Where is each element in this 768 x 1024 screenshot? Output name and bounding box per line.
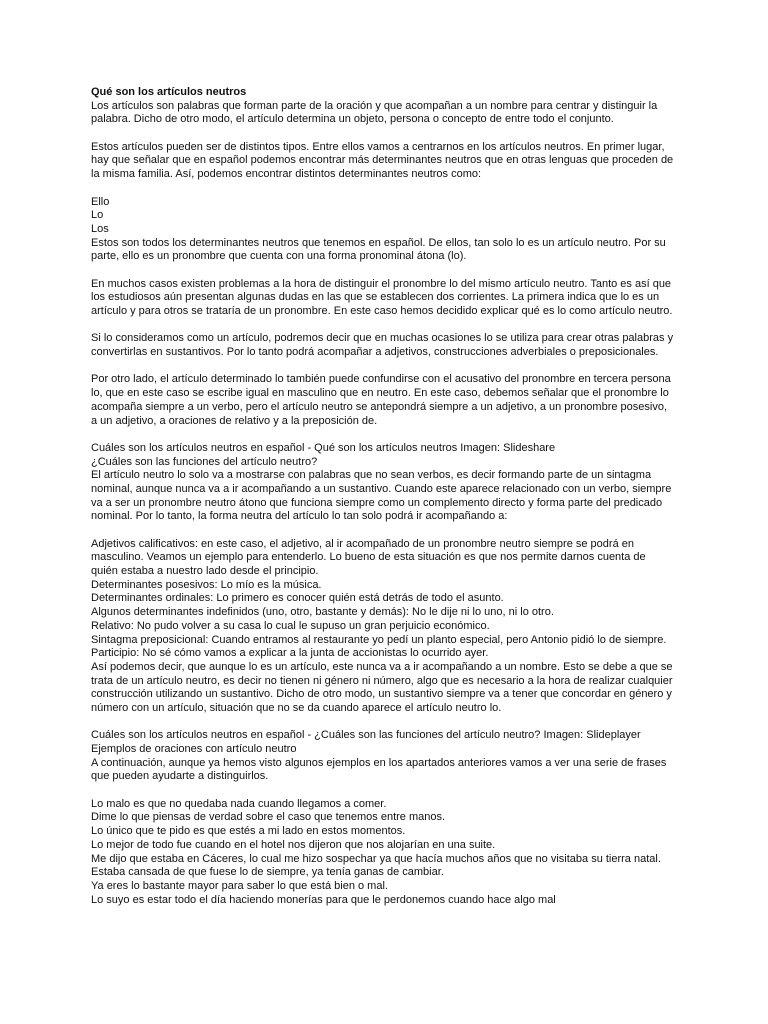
text-line: Cuáles son los artículos neutros en español - Qué son los artículos neutros Imagen: Slideshare xyxy=(91,441,556,454)
paragraph-gap xyxy=(91,182,681,196)
paragraph xyxy=(91,196,681,264)
text-line: acompaña siempre a un verbo, pero el artículo neutro se antepondrá siempre a un adjetivo, a un pronombre posesivo, xyxy=(91,400,668,413)
text-line: Los xyxy=(91,222,109,235)
paragraph xyxy=(91,729,681,784)
text-line: nominal. Por lo tanto, la forma neutra del artículo lo tan solo podrá ir acompañando a: xyxy=(91,510,508,523)
text-line: lo, que en este caso se escribe igual en masculino que en neutro. En este caso, debemos señalar que el pronombre lo xyxy=(91,387,669,400)
paragraph-gap xyxy=(91,524,681,538)
paragraph-gap xyxy=(91,428,681,442)
text-line: los estudiosos aún presentan algunas dudas en las que se establecen dos corrientes. La primera indica que lo es un xyxy=(91,291,660,304)
text-line: nominal, aunque nunca va a ir acompañando a un sustantivo. Cuando este aparece relacionado con un verbo, siempre xyxy=(91,482,672,495)
text-line: palabra. Dicho de otro modo, el artículo determina un objeto, persona o concepto de entre todo el conjunto. xyxy=(91,113,614,126)
text-line: que pueden ayudarte a distinguirlos. xyxy=(91,770,269,783)
text-line: artículo y para otros se trataría de un pronombre. En este caso hemos decidido explicar qué es lo como artículo neutro. xyxy=(91,305,673,317)
text-line: Determinantes ordinales: Lo primero es conocer quién está detrás de todo el asunto. xyxy=(91,592,504,605)
text-line: Lo suyo es estar todo el día haciendo monerías para que le perdonemos cuando hace algo mal xyxy=(91,893,556,906)
text-line: número con un artículo, situación que no se da cuando aparece el artículo neutro lo. xyxy=(91,701,502,714)
text-line: Estaba cansada de que fuese lo de siempre, ya tenía ganas de cambiar. xyxy=(91,866,444,879)
document-title: Qué son los artículos neutros xyxy=(91,86,247,98)
text-line: Lo único que te pido es que estés a mi lado en estos momentos. xyxy=(91,825,406,838)
text-line: parte, ello es un pronombre que cuenta con una forma pronominal átona (lo). xyxy=(91,250,467,263)
text-line: Lo xyxy=(91,209,104,222)
text-line: Lo malo es que no quedaba nada cuando llegamos a comer. xyxy=(91,797,387,810)
paragraph xyxy=(91,141,681,182)
text-line: a un adjetivo, a oraciones de relativo y a la preposición de. xyxy=(91,414,378,427)
paragraph xyxy=(91,538,681,716)
text-line: Participio: No sé cómo vamos a explicar a la junta de accionistas lo ocurrido ayer. xyxy=(91,647,489,660)
text-line: Ello xyxy=(91,195,110,208)
text-line: quién estaba a nuestro lado desde el principio. xyxy=(91,565,319,578)
text-line: Así podemos decir, que aunque lo es un artículo, este nunca va a ir acompañando a un nombre. Esto se debe a que se xyxy=(91,660,673,673)
paragraph xyxy=(91,798,681,908)
text-line: Sintagma preposicional: Cuando entramos al restaurante yo pedí un planto especial, pero Antonio pidió lo de siempre. xyxy=(91,633,667,646)
paragraph-gap xyxy=(91,264,681,278)
text-line: Determinantes posesivos: Lo mío es la música. xyxy=(91,578,322,591)
text-line: Adjetivos calificativos: en este caso, el adjetivo, al ir acompañado de un pronombre neutro siempre se podrá en xyxy=(91,537,634,550)
text-line: Algunos determinantes indefinidos (uno, otro, bastante y demás): No le dije ni lo uno, ni lo otro. xyxy=(91,606,554,619)
text-line: Ejemplos de oraciones con artículo neutro xyxy=(91,743,297,755)
paragraph-gap xyxy=(91,360,681,374)
text-line: A continuación, aunque ya hemos visto algunos ejemplos en los apartados anteriores vamos a ver una serie de frases xyxy=(91,756,667,769)
paragraph xyxy=(91,442,681,524)
paragraph xyxy=(91,100,681,127)
text-line: convertirlas en sustantivos. Por lo tanto podrá acompañar a adjetivos, construcciones adverbiales o preposicionales. xyxy=(91,346,659,359)
text-line: En muchos casos existen problemas a la hora de distinguir el pronombre lo del mismo artículo neutro. Tanto es así que xyxy=(91,277,672,290)
paragraph-gap xyxy=(91,127,681,141)
paragraph-gap xyxy=(91,784,681,798)
paragraph-gap xyxy=(91,319,681,333)
text-line: ¿Cuáles son las funciones del artículo neutro? xyxy=(91,455,318,468)
paragraph xyxy=(91,332,681,359)
text-line: Me dijo que estaba en Cáceres, lo cual me hizo sospechar ya que hacía muchos años que no visitaba su tierra natal. xyxy=(91,852,661,865)
text-line: Si lo consideramos como un artículo, podremos decir que en muchas ocasiones lo se utiliza para crear otras palabras y xyxy=(91,332,674,345)
text-line: Estos artículos pueden ser de distintos tipos. Entre ellos vamos a centrarnos en los artículos neutros. En primer lugar, xyxy=(91,140,665,153)
text-line: Los artículos son palabras que forman parte de la oración y que acompañan a un nombre para centrar y distinguir la xyxy=(91,99,658,112)
text-line: Cuáles son los artículos neutros en español - ¿Cuáles son las funciones del artículo neutro? Imagen: Slideplayer xyxy=(91,729,641,742)
text-line: la misma familia. Así, podemos encontrar distintos determinantes neutros como: xyxy=(91,168,482,181)
document-body xyxy=(91,100,681,908)
text-line: Estos son todos los determinantes neutros que tenemos en español. De ellos, tan solo lo es un artículo neutro. Por su xyxy=(91,236,666,249)
text-line: Lo mejor de todo fue cuando en el hotel nos dijeron que nos alojarían en una suite. xyxy=(91,838,496,851)
text-line: masculino. Veamos un ejemplo para entenderlo. Lo bueno de esta situación es que nos permite darnos cuenta de xyxy=(91,551,646,564)
text-line: Relativo: No pudo volver a su casa lo cual le supuso un gran perjuicio económico. xyxy=(91,619,490,632)
text-line: Por otro lado, el artículo determinado lo también puede confundirse con el acusativo del pronombre en tercera persona xyxy=(91,373,671,386)
text-line: trata de un artículo neutro, es decir no tienen ni género ni número, algo que es necesario a la hora de realizar cualquier xyxy=(91,674,673,687)
text-line: El artículo neutro lo solo va a mostrarse con palabras que no sean verbos, es decir formando parte de un sintagma xyxy=(91,469,652,482)
text-line: Dime lo que piensas de verdad sobre el caso que tenemos entre manos. xyxy=(91,811,446,824)
paragraph-gap xyxy=(91,716,681,730)
text-line: construcción utilizando un sustantivo. Dicho de otro modo, un sustantivo siempre va a tener que concordar en género y xyxy=(91,688,672,701)
paragraph xyxy=(91,373,681,428)
text-line: hay que señalar que en español podemos encontrar más determinantes neutros que en otras lenguas que proceden de xyxy=(91,154,674,167)
text-line: va a ser un pronombre neutro átono que funciona siempre como un complemento directo y forma parte del predicado xyxy=(91,496,663,509)
text-line: Ya eres lo bastante mayor para saber lo que está bien o mal. xyxy=(91,879,388,892)
document-page xyxy=(91,86,681,907)
paragraph xyxy=(91,278,681,319)
